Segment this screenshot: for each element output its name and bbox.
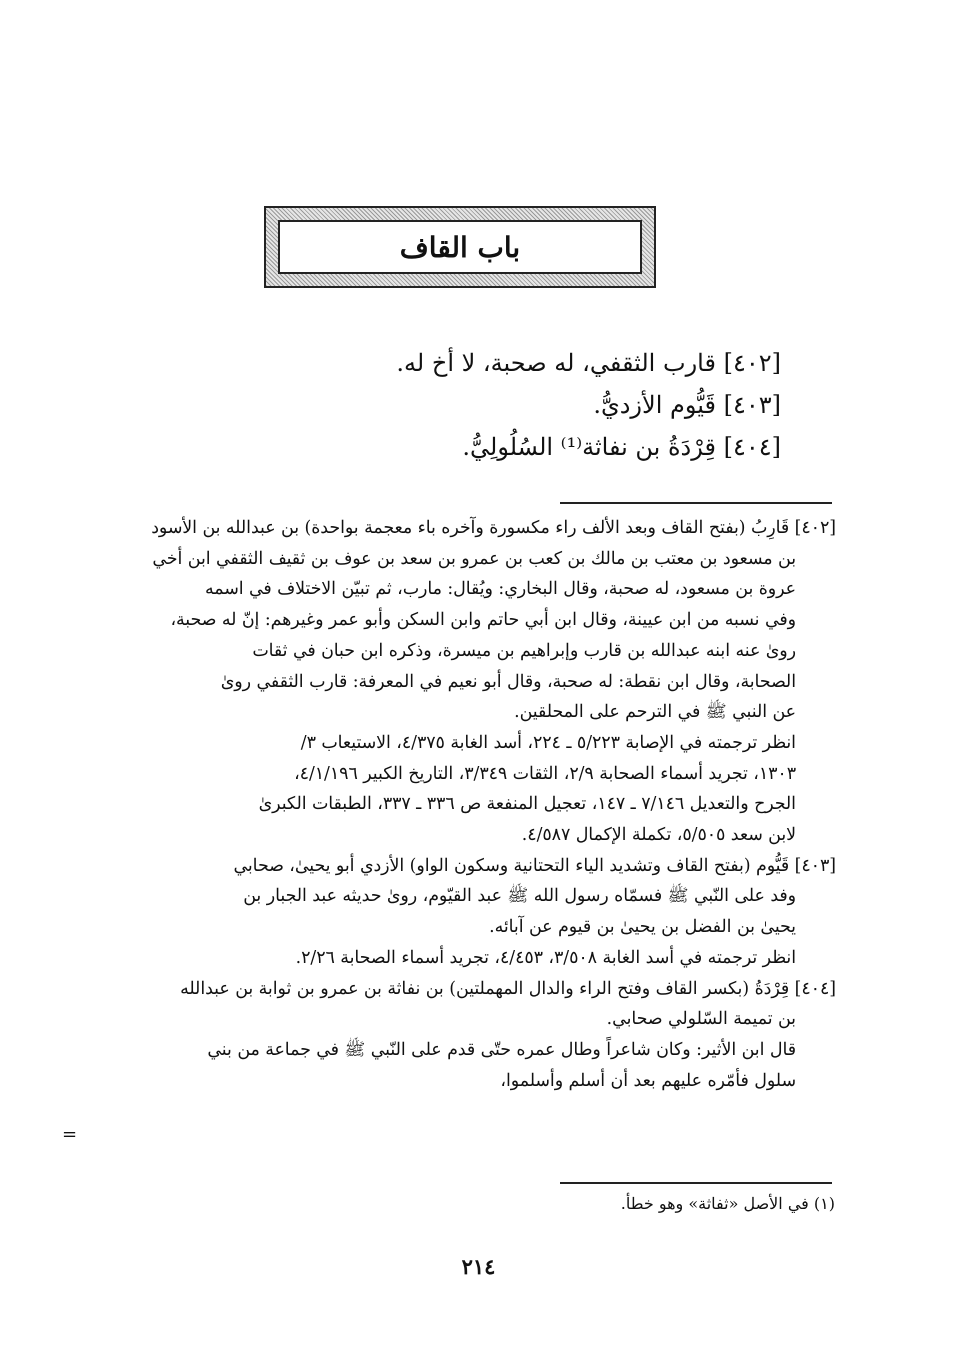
- chapter-title: باب القاف: [399, 230, 521, 264]
- reference-line: انظر ترجمته في أسد الغابة ٣/٥٠٨، ٤/٤٥٣، تجريد أسماء الصحابة ٢/٢٦.: [295, 947, 796, 968]
- entries-list: [221, 342, 781, 468]
- note-line: بن مسعود بن معتب بن مالك بن كعب بن عمرو بن سعد بن عوف بن ثقيف الثقفي ابن أخي: [152, 548, 796, 569]
- notes-section: [86, 513, 836, 1096]
- note-line: يحيىٰ بن الفضل بن يحيىٰ بن قيوم عن آبائه.: [489, 917, 796, 938]
- reference-line: انظر ترجمته في الإصابة ٥/٢٢٣ ـ ٢٢٤، أسد الغابة ٤/٣٧٥، الاستيعاب ٣/: [300, 732, 796, 753]
- note-403: [86, 851, 836, 974]
- note-line: [٤٠٣] قَيُّوم (بفتح القاف وتشديد الياء التحتانية وسكون الواو) الأزدي أبو يحيىٰ، صحابي: [233, 855, 836, 876]
- page-number: ٢١٤: [461, 1254, 496, 1279]
- reference-line: قال ابن الأثير: وكان شاعراً وطال عمره حتّى قدم على النّبي ﷺ في جماعة من بني: [207, 1039, 796, 1060]
- note-402: [86, 513, 836, 851]
- note-line: [٤٠٤] قِرْدَةُ (بكسر القاف وفتح الراء والدال المهملتين) بن نفاثة بن عمرو بن ثوابة بن عبدالله: [180, 978, 836, 999]
- footnote-divider: [560, 1182, 832, 1184]
- note-line: روىٰ عنه ابنه عبدالله بن قارب وإبراهيم بن ميسرة، وذكره ابن حبان في ثقات: [252, 640, 796, 661]
- entry-403: [٤٠٣] قَيُّوم الأزديُّ.: [593, 391, 781, 419]
- note-line: وفد على النّبي ﷺ فسمّاه رسول الله ﷺ عبد القيّوم، روىٰ حديثه عبد الجبار بن: [243, 886, 796, 907]
- chapter-title-frame: [264, 206, 656, 288]
- footnote: (١) في الأصل «ثفاثة» وهو خطأ.: [620, 1194, 835, 1213]
- note-line: عروة بن مسعود، له صحبة، وقال البخاري: ويُقال: مارب، ثم تبيّن الاختلاف في اسمه: [204, 579, 796, 600]
- note-line: عن النبي ﷺ في الترحم على المحلقين.: [514, 702, 796, 723]
- note-404: [86, 974, 836, 1097]
- reference-line: لابن سعد ٥/٥٠٥، تكملة الإكمال ٤/٥٨٧.: [521, 825, 796, 846]
- reference-line: الجرح والتعديل ٧/١٤٦ ـ ١٤٧، تعجيل المنفعة ص ٣٣٦ ـ ٣٣٧، الطبقات الكبرىٰ: [258, 794, 796, 815]
- note-line: الصحابة، وقال ابن نقطة: له صحبة، وقال أبو نعيم في المعرفة: قارب الثقفي روىٰ: [220, 671, 796, 692]
- note-line: [٤٠٢] قَارِبُ (بفتح القاف وبعد الألف راء مكسورة وآخره باء معجمة بواحدة) بن عبدالله بن الأسود: [151, 518, 836, 538]
- entry-402: [٤٠٢] قارب الثقفي، له صحبة، لا أخ له.: [396, 349, 781, 377]
- continuation-mark: =: [62, 1124, 78, 1145]
- entry-404: [٤٠٤] قِرْدَةُ بن نفاثة⁽¹⁾ السُلُولِيُّ.: [462, 433, 781, 461]
- reference-line: سلول فأمّره عليهم بعد أن أسلم وأسلموا،: [500, 1070, 796, 1091]
- note-line: بن تميمة السّلولي صحابي.: [606, 1009, 796, 1030]
- notes-divider: [560, 502, 832, 504]
- reference-line: ١٣٠٣، تجريد أسماء الصحابة ٢/٩، الثقات ٣/٣٤٩، التاريخ الكبير ٤/١/١٩٦،: [294, 763, 796, 784]
- note-line: وفي نسبه من ابن عيينة، وقال ابن أبي حاتم وابن السكن وأبو عمر وغيرهم: إنّ له صحبة،: [170, 610, 796, 631]
- chapter-title-panel: [278, 220, 642, 274]
